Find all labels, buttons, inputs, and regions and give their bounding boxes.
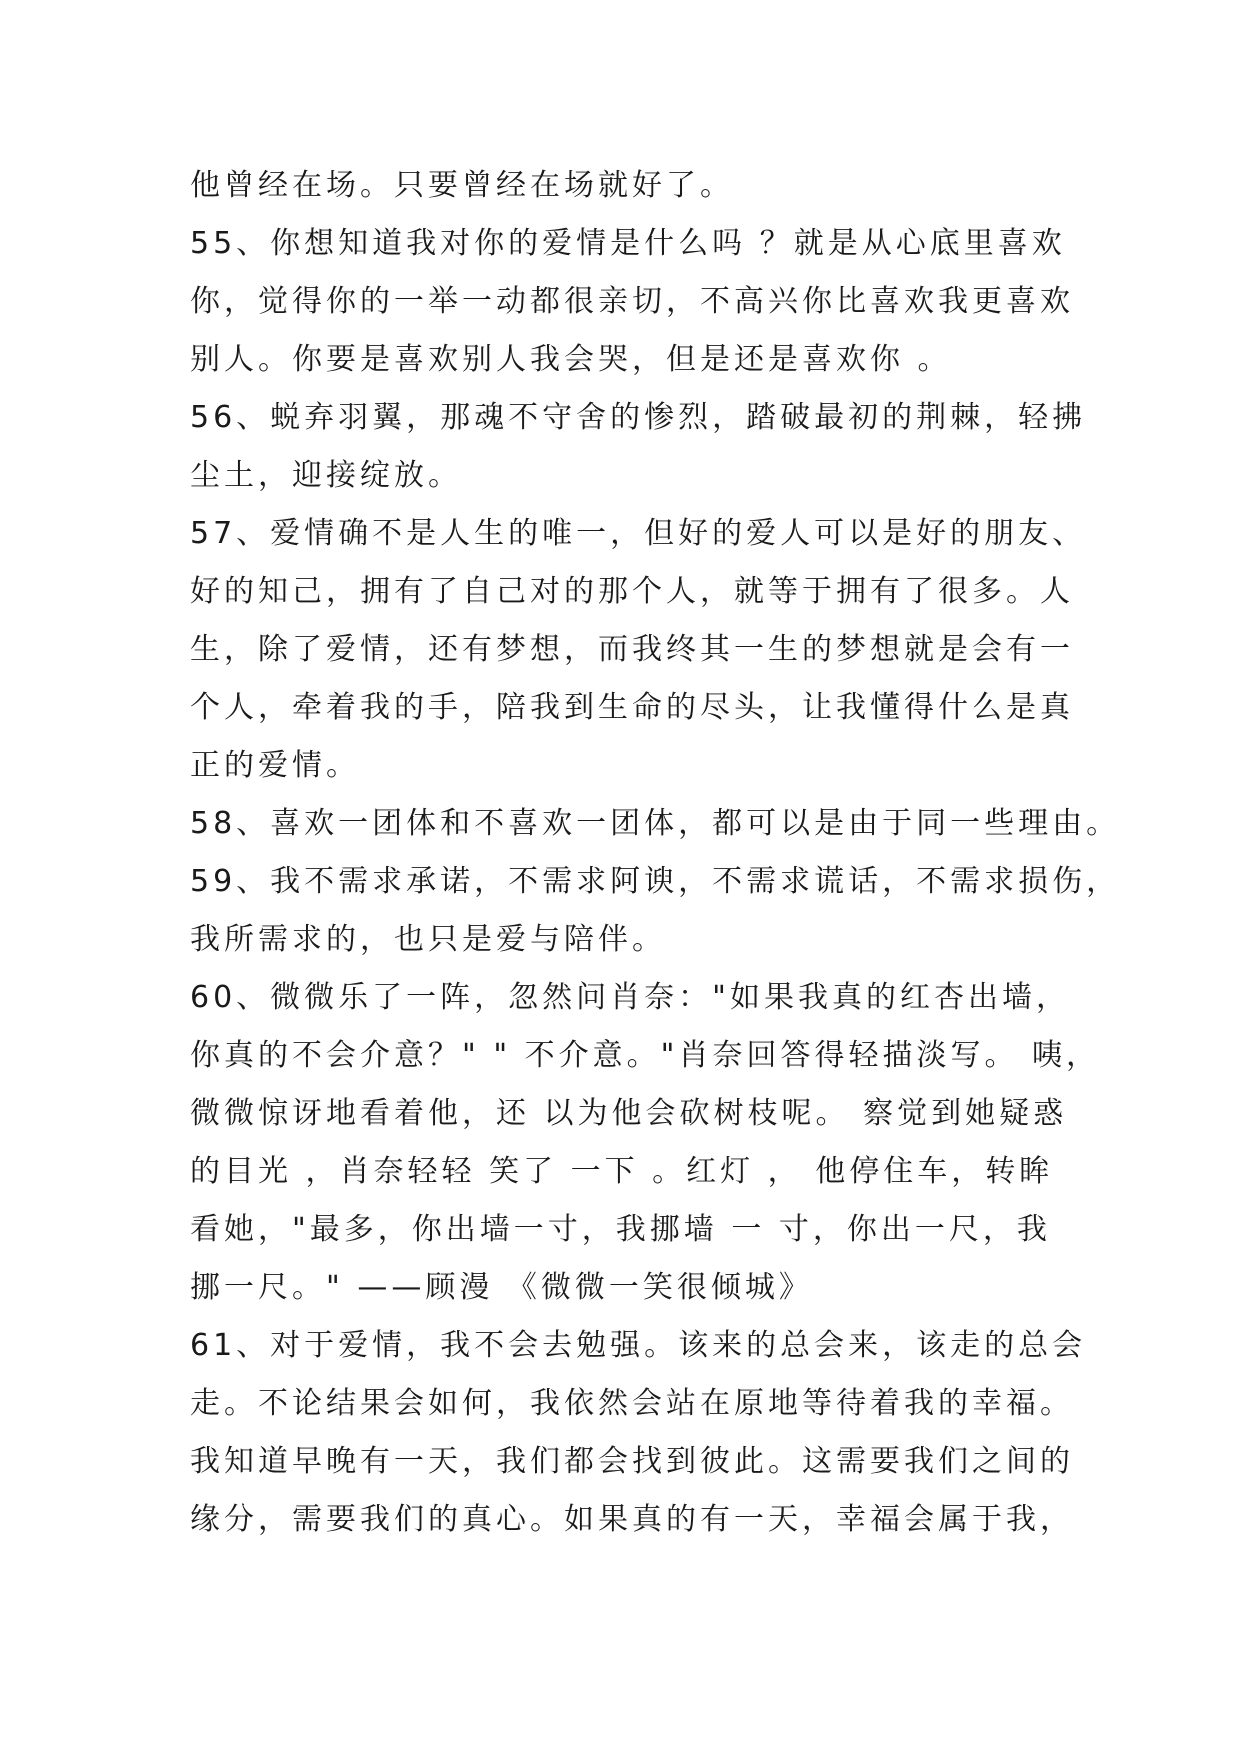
text-line: 个人，牵着我的手，陪我到生命的尽头，让我懂得什么是真 xyxy=(190,690,1074,725)
text-line: 好的知己，拥有了自己对的那个人，就等于拥有了很多。人 xyxy=(190,574,1074,609)
text-line: 看她，"最多，你出墙一寸，我挪墙 一 寸，你出一尺，我 xyxy=(190,1212,1051,1247)
text-line: 我知道早晚有一天，我们都会找到彼此。这需要我们之间的 xyxy=(190,1444,1074,1479)
text-line: 缘分，需要我们的真心。如果真的有一天，幸福会属于我， xyxy=(190,1502,1074,1537)
text-line: 的目光 ，肖奈轻轻 笑了 一下 。红灯 ， 他停住车，转眸 xyxy=(190,1154,1054,1189)
text-line: 正的爱情。 xyxy=(190,748,360,783)
text-line: 挪一尺。" ——顾漫 《微微一笑很倾城》 xyxy=(190,1270,813,1305)
text-line: 别人。你要是喜欢别人我会哭，但是还是喜欢你 。 xyxy=(190,342,952,377)
text-line: 你，觉得你的一举一动都很亲切，不高兴你比喜欢我更喜欢 xyxy=(190,284,1074,319)
text-line: 他曾经在场。只要曾经在场就好了。 xyxy=(190,168,734,203)
text-line: 58、喜欢一团体和不喜欢一团体，都可以是由于同一些理由。 xyxy=(190,806,1121,841)
text-line: 55、你想知道我对你的爱情是什么吗 ？就是从心底里喜欢 xyxy=(190,226,1066,261)
text-line: 56、蜕弃羽翼，那魂不守舍的惨烈，踏破最初的荆棘，轻拂 xyxy=(190,400,1087,435)
text-line: 57、爱情确不是人生的唯一，但好的爱人可以是好的朋友、 xyxy=(190,516,1087,551)
text-line: 61、对于爱情，我不会去勉强。该来的总会来，该走的总会 xyxy=(190,1328,1087,1363)
text-line: 你真的不会介意？" " 不介意。"肖奈回答得轻描淡写。 咦， xyxy=(190,1038,1101,1073)
text-line: 生，除了爱情，还有梦想，而我终其一生的梦想就是会有一 xyxy=(190,632,1074,667)
text-line: 60、微微乐了一阵，忽然问肖奈："如果我真的红杏出墙， xyxy=(190,980,1070,1015)
text-line: 走。不论结果会如何，我依然会站在原地等待着我的幸福。 xyxy=(190,1386,1074,1421)
text-line: 我所需求的，也只是爱与陪伴。 xyxy=(190,922,666,957)
text-line: 尘土，迎接绽放。 xyxy=(190,458,462,493)
text-line: 微微惊讶地看着他，还 以为他会砍树枝呢。 察觉到她疑惑 xyxy=(190,1096,1068,1131)
text-line: 59、我不需求承诺，不需求阿谀，不需求谎话，不需求损伤， xyxy=(190,864,1121,899)
document-body xyxy=(190,157,1121,1549)
